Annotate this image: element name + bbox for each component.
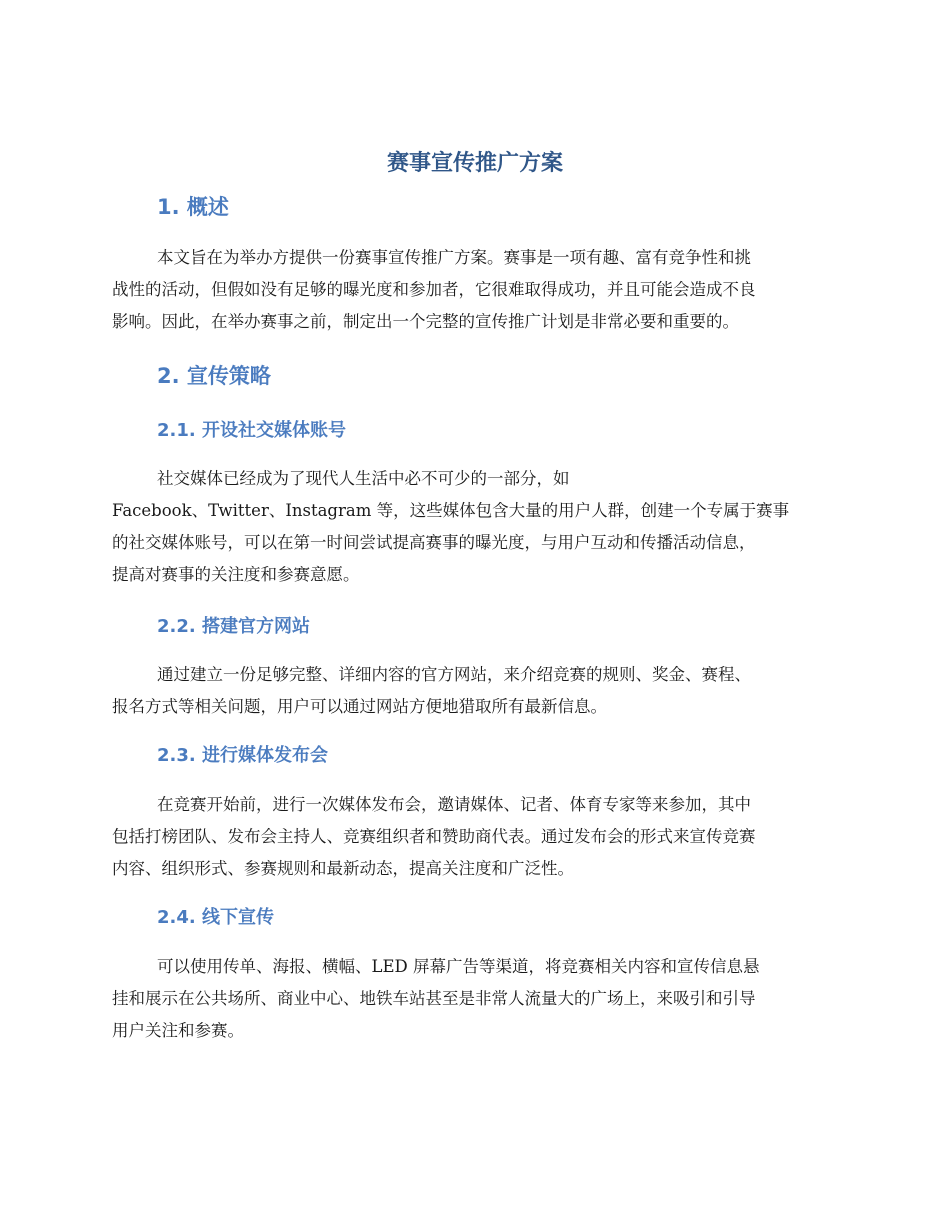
paragraph-line: 包括打榜团队、发布会主持人、竞赛组织者和赞助商代表。通过发布会的形式来宣传竞赛 [112, 827, 756, 846]
paragraph-line: 内容、组织形式、参赛规则和最新动态，提高关注度和广泛性。 [112, 859, 574, 878]
paragraph-line: 在竞赛开始前，进行一次媒体发布会，邀请媒体、记者、体育专家等来参加，其中 [157, 795, 751, 814]
subsection-heading-offline: 2.4. 线下宣传 [157, 907, 274, 928]
paragraph-line: 提高对赛事的关注度和参赛意愿。 [112, 565, 360, 584]
paragraph-website [112, 659, 838, 723]
section-heading-overview: 1. 概述 [157, 195, 229, 219]
paragraph-line: Facebook、Twitter、Instagram 等，这些媒体包含大量的用户人群，创建一个专属于赛事 [112, 501, 790, 520]
subsection-heading-social-media: 2.1. 开设社交媒体账号 [157, 420, 346, 441]
paragraph-line: 通过建立一份足够完整、详细内容的官方网站，来介绍竞赛的规则、奖金、赛程、 [157, 665, 751, 684]
paragraph-line: 影响。因此，在举办赛事之前，制定出一个完整的宣传推广计划是非常必要和重要的。 [112, 312, 739, 331]
paragraph-line: 报名方式等相关问题，用户可以通过网站方便地猎取所有最新信息。 [112, 697, 607, 716]
section-heading-strategy: 2. 宣传策略 [157, 364, 271, 388]
paragraph-line: 用户关注和参赛。 [112, 1021, 244, 1040]
document-title: 赛事宣传推广方案 [386, 151, 563, 176]
subsection-heading-website: 2.2. 搭建官方网站 [157, 616, 310, 637]
subsection-heading-press-conference: 2.3. 进行媒体发布会 [157, 745, 328, 766]
paragraph-line: 可以使用传单、海报、横幅、LED 屏幕广告等渠道，将竞赛相关内容和宣传信息悬 [157, 957, 760, 976]
paragraph-line: 的社交媒体账号，可以在第一时间尝试提高赛事的曝光度，与用户互动和传播活动信息， [112, 533, 756, 552]
paragraph-line: 挂和展示在公共场所、商业中心、地铁车站甚至是非常人流量大的广场上，来吸引和引导 [112, 989, 756, 1008]
paragraph-line: 战性的活动，但假如没有足够的曝光度和参加者，它很难取得成功，并且可能会造成不良 [112, 280, 756, 299]
paragraph-social-media [112, 463, 838, 591]
paragraph-line: 社交媒体已经成为了现代人生活中必不可少的一部分，如 [157, 469, 570, 488]
paragraph-overview [112, 242, 838, 338]
paragraph-press-conference [112, 789, 838, 885]
paragraph-offline [112, 951, 838, 1047]
paragraph-line: 本文旨在为举办方提供一份赛事宣传推广方案。赛事是一项有趣、富有竞争性和挑 [157, 248, 751, 267]
